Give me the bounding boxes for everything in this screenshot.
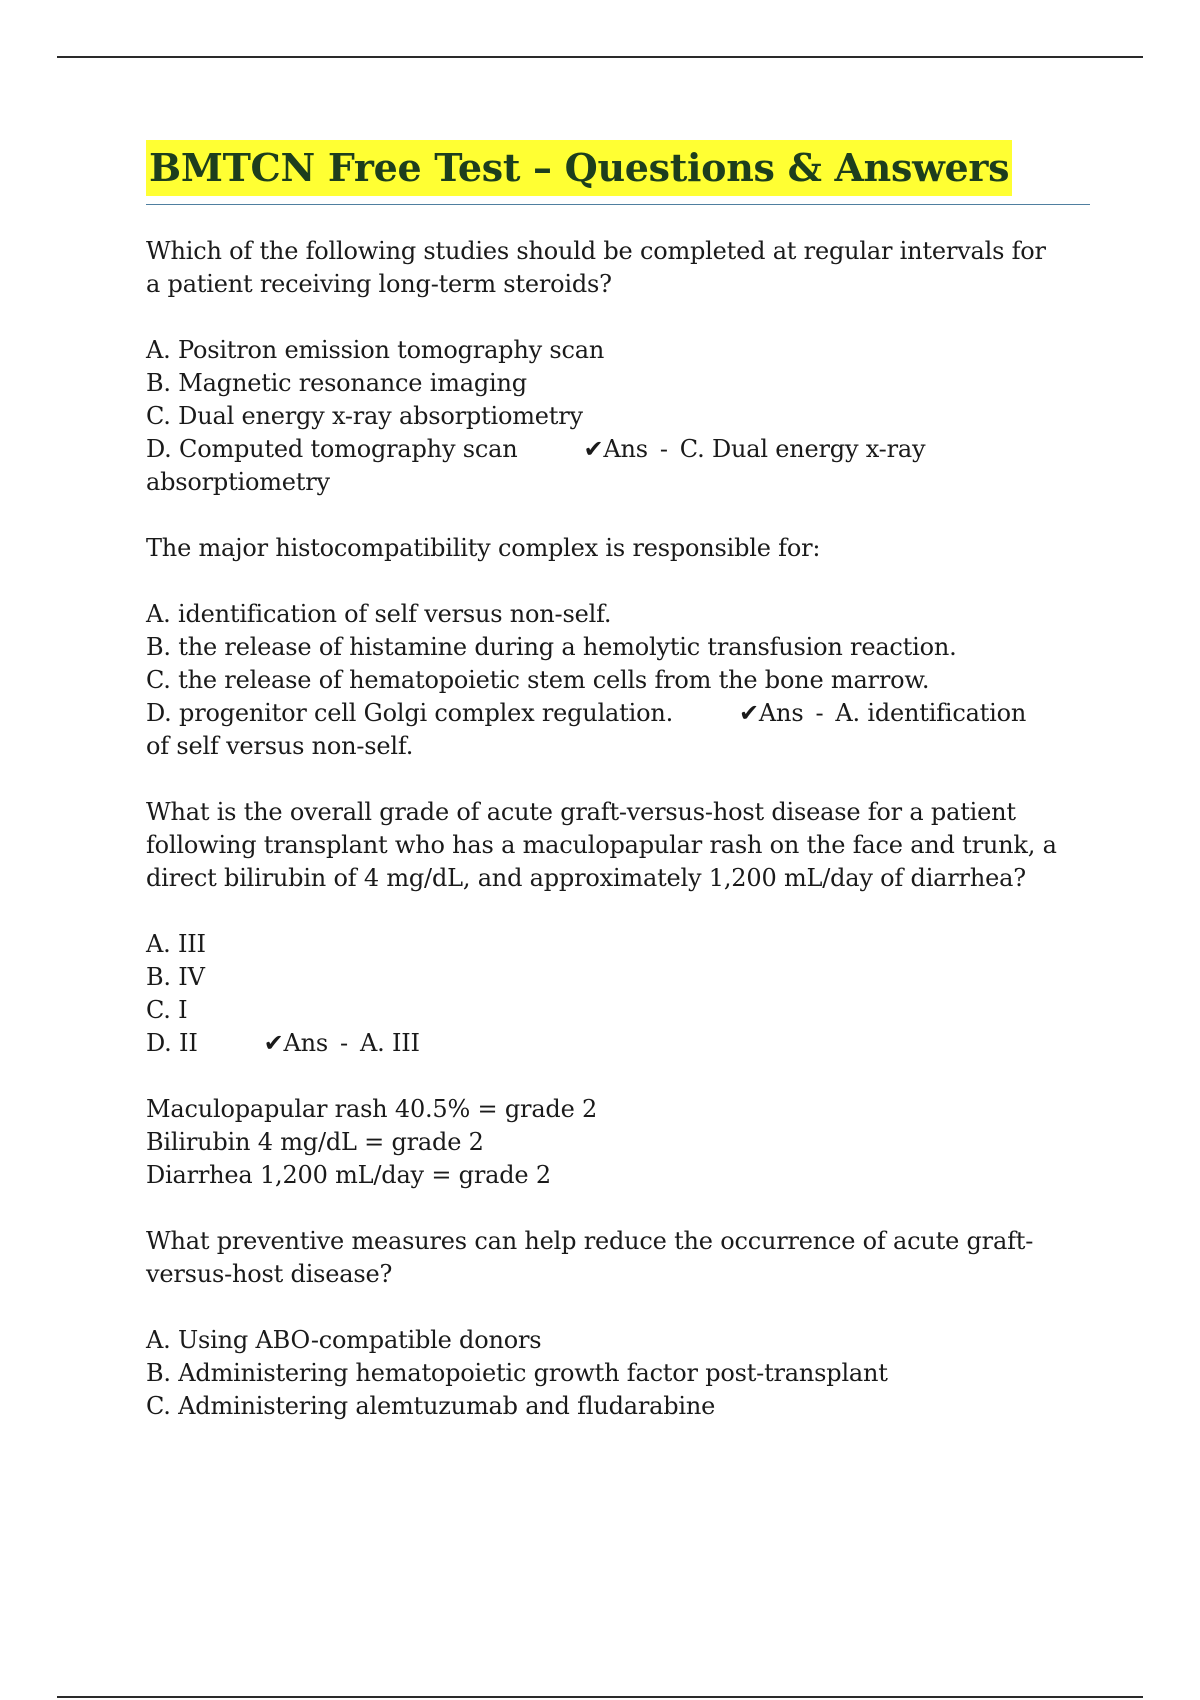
answer-check-marker: ✔Ans bbox=[739, 699, 804, 727]
question-line: following transplant who has a maculopapular rash on the face and trunk, a bbox=[146, 831, 1057, 859]
option-a: A. Using ABO-compatible donors bbox=[146, 1326, 542, 1354]
question-2-text bbox=[146, 532, 1090, 565]
question-line: What is the overall grade of acute graft-versus-host disease for a patient bbox=[146, 798, 1016, 826]
question-1-text bbox=[146, 235, 1090, 301]
option-d-with-answer bbox=[146, 1027, 1090, 1060]
answer-separator: - bbox=[340, 1029, 348, 1057]
answer-text-continued: absorptiometry bbox=[146, 468, 330, 496]
question-4-text bbox=[146, 1225, 1090, 1291]
page-title: BMTCN Free Test – Questions & Answers bbox=[146, 140, 1012, 196]
answer-check-marker: ✔Ans bbox=[583, 435, 648, 463]
explanation-line: Maculopapular rash 40.5% = grade 2 bbox=[146, 1095, 598, 1123]
question-line: a patient receiving long-term steroids? bbox=[146, 270, 612, 298]
option-a: A. III bbox=[146, 930, 206, 958]
option-a: A. Positron emission tomography scan bbox=[146, 336, 605, 364]
answer-text-continued: of self versus non-self. bbox=[146, 732, 414, 760]
question-2 bbox=[146, 532, 1090, 763]
question-line: direct bilirubin of 4 mg/dL, and approximately 1,200 mL/day of diarrhea? bbox=[146, 864, 1026, 892]
question-3-explanation bbox=[146, 1093, 1090, 1192]
footer-rule bbox=[57, 1696, 1143, 1698]
answer-text: A. III bbox=[359, 1029, 420, 1057]
answer-separator: - bbox=[815, 699, 824, 727]
option-b: B. Magnetic resonance imaging bbox=[146, 369, 527, 397]
question-2-options bbox=[146, 598, 1090, 763]
question-3-text bbox=[146, 796, 1090, 895]
question-3 bbox=[146, 796, 1090, 1192]
answer-text: C. Dual energy x-ray bbox=[679, 435, 926, 463]
question-1-options bbox=[146, 334, 1090, 499]
document-body bbox=[146, 140, 1090, 1423]
option-b: B. IV bbox=[146, 963, 205, 991]
question-4 bbox=[146, 1225, 1090, 1423]
answer-separator: - bbox=[659, 435, 668, 463]
question-1 bbox=[146, 235, 1090, 499]
question-line: Which of the following studies should be completed at regular intervals for bbox=[146, 237, 1046, 265]
option-d-with-answer bbox=[146, 697, 1090, 730]
question-line: versus-host disease? bbox=[146, 1260, 393, 1288]
header-rule bbox=[57, 56, 1143, 58]
option-c: C. Administering alemtuzumab and fludarabine bbox=[146, 1392, 716, 1420]
option-c: C. Dual energy x-ray absorptiometry bbox=[146, 402, 583, 430]
answer-check-marker: ✔Ans bbox=[263, 1029, 329, 1057]
option-b: B. the release of histamine during a hemolytic transfusion reaction. bbox=[146, 633, 957, 661]
question-3-options bbox=[146, 928, 1090, 1060]
option-d-with-answer bbox=[146, 433, 1090, 466]
option-c: C. I bbox=[146, 996, 188, 1024]
option-d: D. II bbox=[146, 1029, 198, 1057]
question-line: What preventive measures can help reduce the occurrence of acute graft- bbox=[146, 1227, 1034, 1255]
explanation-line: Diarrhea 1,200 mL/day = grade 2 bbox=[146, 1161, 551, 1189]
explanation-line: Bilirubin 4 mg/dL = grade 2 bbox=[146, 1128, 484, 1156]
question-4-options bbox=[146, 1324, 1090, 1423]
option-d: D. Computed tomography scan bbox=[146, 435, 518, 463]
option-c: C. the release of hematopoietic stem cells from the bone marrow. bbox=[146, 666, 930, 694]
option-a: A. identification of self versus non-self. bbox=[146, 600, 612, 628]
option-d: D. progenitor cell Golgi complex regulation. bbox=[146, 699, 674, 727]
question-line: The major histocompatibility complex is responsible for: bbox=[146, 534, 821, 562]
title-block bbox=[146, 140, 1090, 205]
option-b: B. Administering hematopoietic growth factor post-transplant bbox=[146, 1359, 888, 1387]
answer-text: A. identification bbox=[835, 699, 1027, 727]
